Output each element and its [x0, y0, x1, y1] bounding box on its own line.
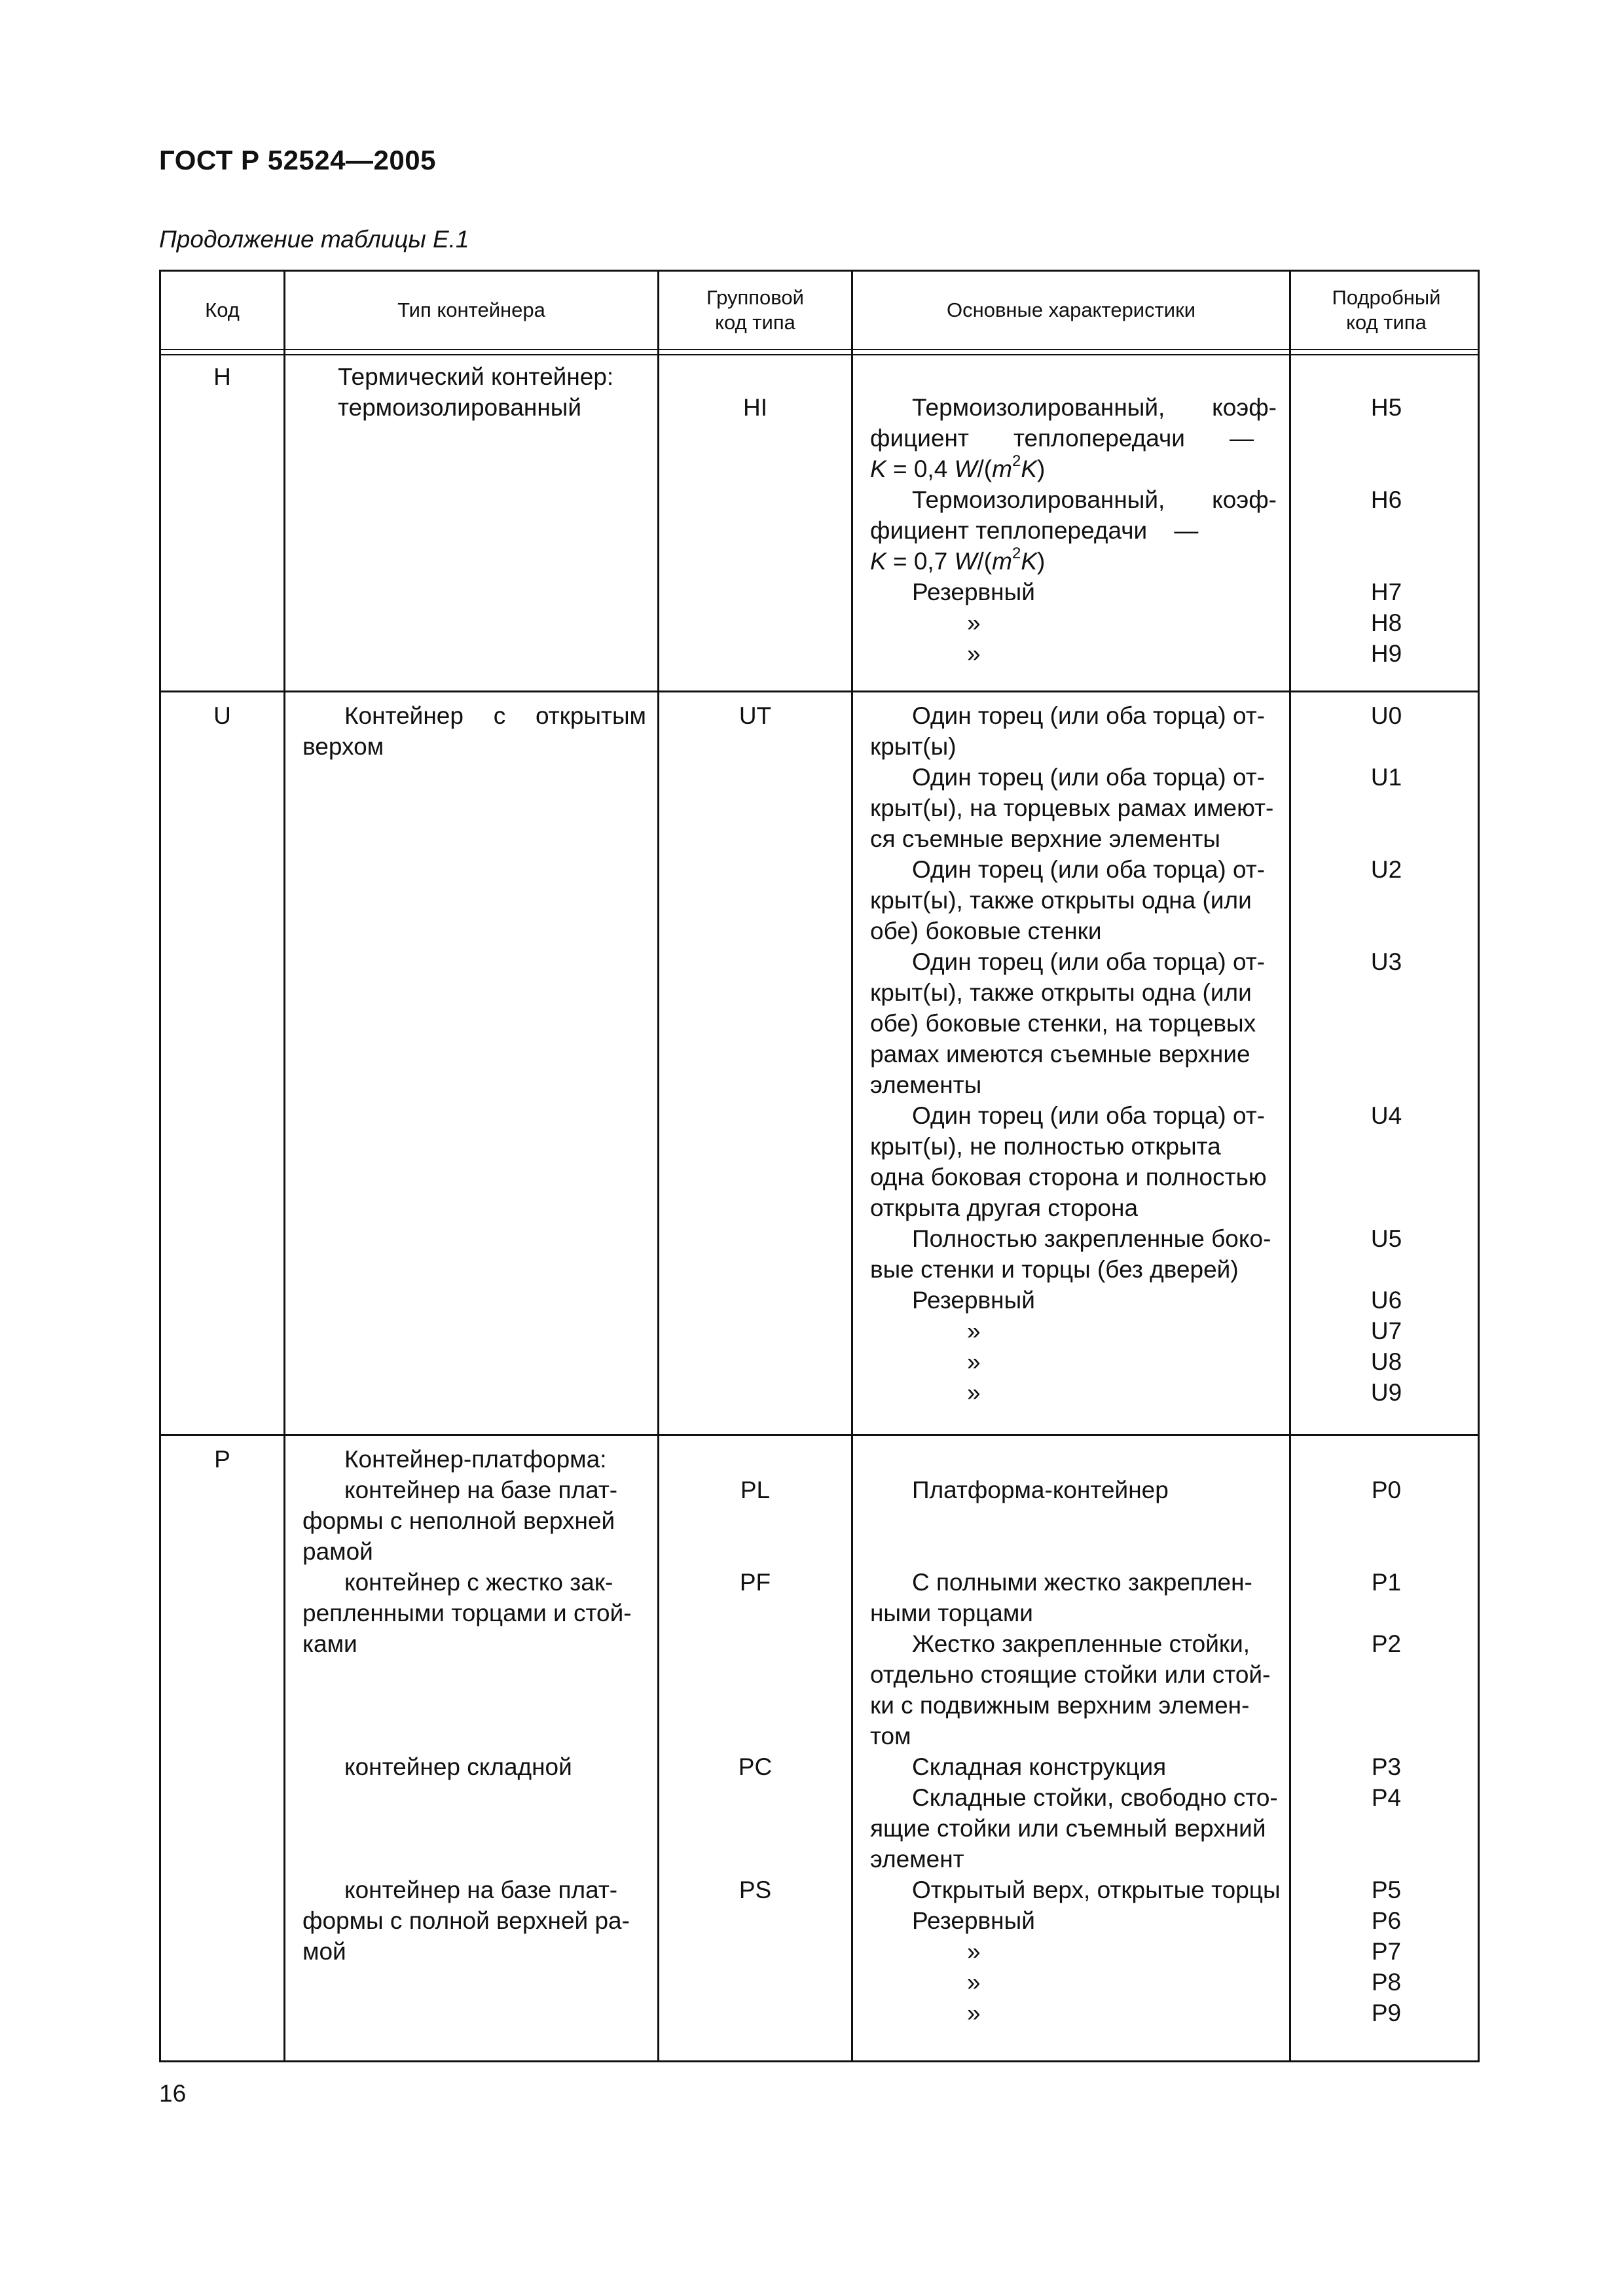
detail-code: P6 — [1371, 1907, 1402, 1934]
row-divider — [161, 1434, 1478, 1436]
section-code: U — [213, 702, 231, 729]
type-line: ками — [302, 1630, 357, 1657]
desc-line: Складные стойки, свободно сто- — [912, 1784, 1278, 1811]
type-line: термоизолированный — [338, 394, 582, 421]
desc-line: крыт(ы), также открыты одна (или — [870, 887, 1252, 914]
desc-line: » — [967, 1318, 981, 1344]
detail-codes-cell — [1291, 1444, 1482, 2028]
container-type-cell — [338, 361, 613, 423]
desc-line-formula: K = 0,7 $W/(m^2K)$ — [870, 544, 1046, 575]
desc-line: крыт(ы), не полностью открыта — [870, 1133, 1221, 1160]
detail-code: U3 — [1370, 948, 1402, 975]
desc-line: открыта другая сторона — [870, 1194, 1139, 1221]
detail-code: H6 — [1370, 486, 1402, 513]
group-code: PL — [740, 1477, 771, 1503]
desc-line: ящие стойки или съемный верхний — [870, 1815, 1266, 1842]
header-detail-code-line: Подробный — [1332, 286, 1441, 309]
desc-line: фициент теплопередачи — — [870, 425, 1254, 452]
desc-line: » — [967, 1379, 981, 1406]
table-caption: Продолжение таблицы Е.1 — [159, 226, 469, 253]
detail-code: U8 — [1370, 1348, 1402, 1375]
desc-line: вые стенки и торцы (без дверей) — [870, 1256, 1239, 1283]
group-codes-cell — [659, 1444, 851, 1905]
desc-line: Платформа-контейнер — [912, 1477, 1169, 1503]
type-line: контейнер складной — [344, 1753, 572, 1780]
type-line: репленными торцами и стой- — [302, 1600, 632, 1626]
detail-codes-cell — [1291, 700, 1482, 1408]
detail-code: P8 — [1371, 1969, 1402, 1996]
desc-line: обе) боковые стенки, на торцевых — [870, 1010, 1256, 1037]
container-type-cell — [302, 1444, 646, 1967]
header-divider — [161, 354, 1478, 355]
type-line: формы с неполной верхней — [302, 1507, 615, 1534]
detail-code: U1 — [1370, 764, 1402, 791]
desc-line: Полностью закрепленные боко- — [912, 1225, 1271, 1252]
desc-line: одна боковая сторона и полностью — [870, 1164, 1267, 1191]
type-line: контейнер на базе плат- — [344, 1477, 618, 1503]
desc-line: том — [870, 1723, 911, 1749]
desc-line: » — [967, 1969, 981, 1996]
type-line: Термический контейнер: — [338, 363, 614, 390]
header-code: Код — [205, 298, 240, 321]
type-line: рамой — [302, 1538, 373, 1565]
detail-code: U5 — [1370, 1225, 1402, 1252]
container-type-table — [159, 270, 1480, 2062]
desc-line: » — [967, 1938, 981, 1965]
detail-code: U7 — [1370, 1318, 1402, 1344]
desc-line: элементы — [870, 1071, 982, 1098]
detail-code: P3 — [1371, 1753, 1402, 1780]
header-group-code-line: Групповой — [706, 286, 804, 309]
detail-code: H9 — [1370, 640, 1402, 667]
type-line: Контейнер-платформа: — [344, 1446, 607, 1473]
header-detail-code — [1291, 272, 1482, 349]
desc-line: ся съемные верхние элементы — [870, 825, 1221, 852]
container-type-cell — [302, 700, 646, 762]
desc-line: фициент теплопередачи — — [870, 517, 1199, 544]
detail-code: P5 — [1371, 1876, 1402, 1903]
desc-line: ки с подвижным верхним элемен- — [870, 1692, 1250, 1719]
section-code: P — [214, 1446, 230, 1473]
detail-code: U2 — [1370, 856, 1402, 883]
header-container-type: Тип контейнера — [397, 298, 545, 321]
group-code-cell: UT — [739, 702, 772, 729]
desc-line: крыт(ы), также открыты одна (или — [870, 979, 1252, 1006]
header-divider — [161, 349, 1478, 350]
desc-line-formula: K = 0,4 $W/(m^2K)$ — [870, 452, 1046, 482]
type-line: Контейнер с открытым — [344, 702, 646, 729]
desc-line: Складная конструкция — [912, 1753, 1167, 1780]
detail-code: H7 — [1370, 579, 1402, 605]
desc-line: Резервный — [912, 1287, 1035, 1314]
detail-code: P1 — [1371, 1569, 1402, 1596]
desc-line: Резервный — [912, 579, 1035, 605]
desc-line: » — [967, 1348, 981, 1375]
detail-code: P9 — [1371, 2000, 1402, 2026]
type-line: контейнер с жестко зак- — [344, 1569, 613, 1596]
detail-code: U9 — [1370, 1379, 1402, 1406]
header-detail-code-line: код типа — [1346, 311, 1427, 334]
column-divider — [283, 272, 285, 2060]
desc-line: Один торец (или оба торца) от- — [912, 702, 1266, 729]
characteristics-cell — [870, 700, 1277, 1408]
desc-line: » — [967, 640, 981, 667]
desc-line: С полными жестко закреплен- — [912, 1569, 1252, 1596]
section-code: H — [213, 363, 231, 390]
desc-line: Термоизолированный, коэф- — [912, 394, 1277, 421]
desc-line: » — [967, 2000, 981, 2026]
desc-line: рамах имеются съемные верхние — [870, 1041, 1250, 1067]
header-group-code-line: код типа — [715, 311, 795, 334]
desc-line: » — [967, 609, 981, 636]
detail-code: P2 — [1371, 1630, 1402, 1657]
type-line: контейнер на базе плат- — [344, 1876, 618, 1903]
group-code: PS — [739, 1876, 772, 1903]
desc-line: Один торец (или оба торца) от- — [912, 856, 1266, 883]
row-divider — [161, 691, 1478, 692]
type-line: формы с полной верхней ра- — [302, 1907, 630, 1934]
desc-line: Один торец (или оба торца) от- — [912, 764, 1266, 791]
desc-line: элемент — [870, 1846, 964, 1873]
type-line: мой — [302, 1938, 346, 1965]
desc-line: Жестко закрепленные стойки, — [912, 1630, 1250, 1657]
type-line: верхом — [302, 733, 384, 760]
detail-code: P4 — [1371, 1784, 1402, 1811]
characteristics-cell — [870, 1444, 1281, 2028]
desc-line: крыт(ы), на торцевых рамах имеют- — [870, 795, 1274, 821]
group-code: PC — [738, 1753, 773, 1780]
detail-code: P7 — [1371, 1938, 1402, 1965]
header-group-code — [659, 272, 851, 349]
detail-code: U6 — [1370, 1287, 1402, 1314]
group-code: PF — [739, 1569, 771, 1596]
desc-line: Резервный — [912, 1907, 1035, 1934]
group-code-cell: HI — [743, 394, 767, 421]
desc-line: Один торец (или оба торца) от- — [912, 948, 1266, 975]
characteristics-cell — [870, 392, 1277, 669]
detail-code: U4 — [1370, 1102, 1402, 1129]
desc-line: обе) боковые стенки — [870, 918, 1102, 944]
desc-line: Термоизолированный, коэф- — [912, 486, 1277, 513]
page-number: 16 — [159, 2080, 187, 2107]
column-divider — [851, 272, 853, 2060]
desc-line: Один торец (или оба торца) от- — [912, 1102, 1266, 1129]
detail-code: H8 — [1370, 609, 1402, 636]
document-header: ГОСТ Р 52524—2005 — [159, 145, 436, 175]
detail-codes-cell — [1291, 392, 1482, 669]
detail-code: U0 — [1370, 702, 1402, 729]
desc-line: Открытый верх, открытые торцы — [912, 1876, 1281, 1903]
detail-code: H5 — [1370, 394, 1402, 421]
desc-line: ными торцами — [870, 1600, 1033, 1626]
desc-line: крыт(ы) — [870, 733, 957, 760]
desc-line: отдельно стоящие стойки или стой- — [870, 1661, 1271, 1688]
header-main-characteristics: Основные характеристики — [946, 298, 1196, 321]
detail-code: P0 — [1371, 1477, 1402, 1503]
